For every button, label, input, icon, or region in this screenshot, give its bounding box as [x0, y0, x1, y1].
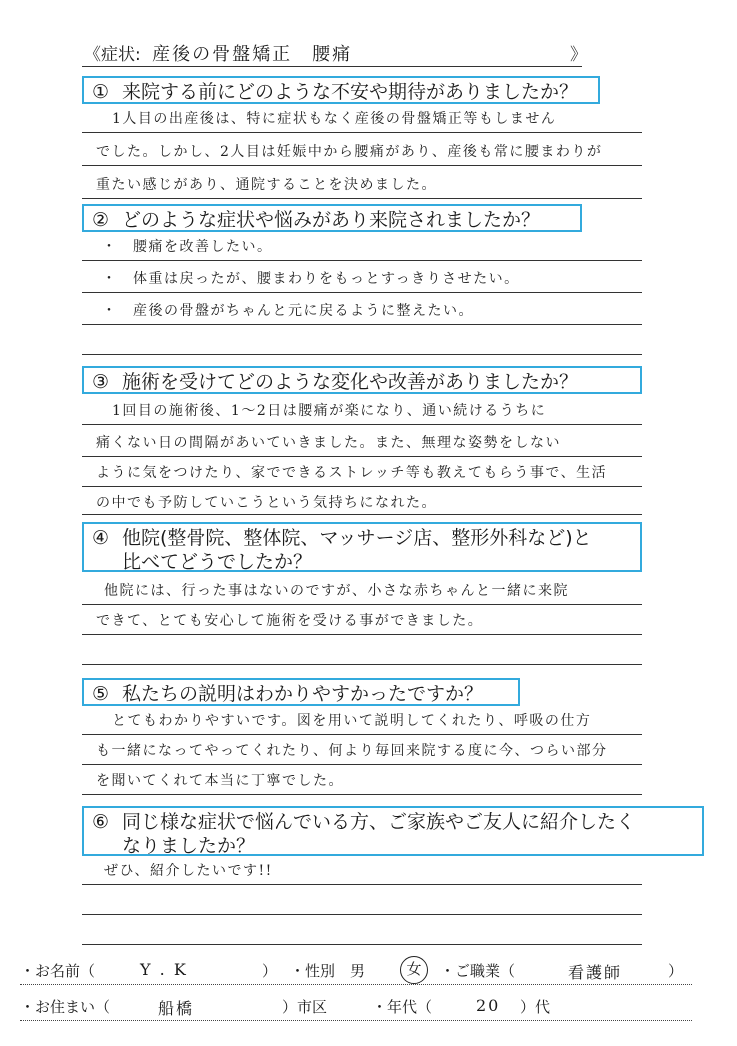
question-4-text-line-2: 比べてどうでしたか？: [122, 551, 313, 573]
rule: [82, 292, 642, 293]
age-unit: ）代: [520, 998, 551, 1016]
answer-4-line-1: 他院には、行った事はないのですが、小さな赤ちゃんと一緒に来院: [104, 583, 569, 599]
rule: [82, 884, 642, 885]
answer-5-line-3: を聞いてくれて本当に丁寧でした。: [96, 773, 344, 789]
question-3-box: [82, 366, 642, 394]
answer-6-line-1: ぜひ、紹介したいです!!: [104, 863, 273, 879]
address-value[interactable]: 船橋: [158, 999, 195, 1018]
answer-1-line-2: でした。しかし、2人目は妊娠中から腰痛があり、産後も常に腰まわりが: [96, 144, 603, 160]
answer-3-line-1: 1回目の施術後、1〜2日は腰痛が楽になり、通い続けるうちに: [112, 403, 547, 419]
rule: [82, 456, 642, 457]
rule: [82, 132, 642, 133]
job-close: ）: [668, 962, 684, 980]
question-1-box: [82, 76, 600, 104]
question-6-box: [82, 806, 704, 856]
footer-row-2: [20, 996, 710, 1020]
question-5-number: ⑤: [92, 683, 110, 705]
age-value[interactable]: 20: [476, 996, 501, 1015]
footer-dotted-rule-2: [20, 1020, 692, 1021]
gender-label: ・性別 男: [290, 962, 366, 980]
answer-2-line-3: ・ 産後の骨盤がちゃんと元に戻るように整えたい。: [102, 303, 474, 319]
answer-5-line-1: とてもわかりやすいです。図を用いて説明してくれたり、呼吸の仕方: [112, 713, 592, 729]
rule: [82, 664, 642, 665]
question-3-text: 施術を受けてどのような変化や改善がありましたか？: [122, 371, 579, 393]
rule: [82, 260, 642, 261]
symptom-value: 産後の骨盤矯正 腰痛: [152, 44, 353, 65]
gender-selected-circle[interactable]: 女: [400, 956, 428, 984]
rule: [82, 734, 642, 735]
answer-2-line-1: ・ 腰痛を改善したい。: [102, 239, 273, 255]
question-2-number: ②: [92, 209, 110, 231]
answer-4-line-2: できて、とても安心して施術を受ける事ができました。: [96, 613, 484, 629]
answer-2-line-2: ・ 体重は戻ったが、腰まわりをもっとすっきりさせたい。: [102, 271, 520, 287]
question-5-text: 私たちの説明はわかりやすかったですか？: [122, 683, 484, 705]
question-6-text-line-1: 同じ様な症状で悩んでいる方、ご家族やご友人に紹介したく: [122, 811, 636, 833]
question-1-number: ①: [92, 81, 110, 103]
address-label: ・お住まい（: [20, 998, 111, 1016]
job-value[interactable]: 看護師: [568, 963, 623, 982]
name-value[interactable]: Y . K: [140, 960, 188, 979]
answer-1-line-1: 1人目の出産後は、特に症状もなく産後の骨盤矯正等もしません: [112, 111, 557, 127]
answer-3-line-2: 痛くない日の間隔があいていきました。また、無理な姿勢をしない: [96, 435, 561, 451]
rule: [82, 486, 642, 487]
answer-5-line-2: も一緒になってやってくれたり、何より毎回来院する度に今、つらい部分: [96, 743, 608, 759]
rule: [82, 914, 642, 915]
name-label: ・お名前（: [20, 962, 96, 980]
rule: [82, 604, 642, 605]
question-6-text-line-2: なりましたか？: [122, 835, 256, 857]
question-6-number: ⑥: [92, 811, 110, 833]
symptom-label: 《症状:: [84, 45, 141, 65]
name-close: ）: [262, 962, 278, 980]
address-unit: ）市区: [282, 998, 328, 1016]
rule: [82, 324, 642, 325]
rule: [82, 764, 642, 765]
question-4-box: [82, 522, 642, 572]
rule: [82, 514, 642, 515]
answer-3-line-3: ように気をつけたり、家でできるストレッチ等も教えてもらう事で、生活: [96, 465, 608, 481]
job-label: ・ご職業（: [440, 962, 516, 980]
question-1-text: 来院する前にどのような不安や期待がありましたか？: [122, 81, 579, 103]
rule: [82, 424, 642, 425]
rule: [82, 354, 642, 355]
rule: [82, 198, 642, 199]
footer-dotted-rule-1: [20, 984, 692, 985]
symptom-bracket-close: 》: [570, 45, 587, 65]
answer-3-line-4: の中でも予防していこうという気持ちになれた。: [96, 495, 437, 511]
question-5-box: [82, 678, 520, 706]
age-label: ・年代（: [372, 998, 433, 1016]
symptom-header: [84, 40, 587, 66]
symptom-rule: [82, 66, 582, 67]
rule: [82, 944, 642, 945]
rule: [82, 634, 642, 635]
rule: [82, 794, 642, 795]
question-4-number: ④: [92, 527, 110, 549]
question-2-box: [82, 204, 582, 232]
question-2-text: どのような症状や悩みがあり来院されましたか？: [122, 209, 541, 231]
rule: [82, 165, 642, 166]
question-4-text-line-1: 他院(整骨院、整体院、マッサージ店、整形外科など)と: [122, 527, 592, 549]
footer-row-1: [20, 960, 710, 984]
question-3-number: ③: [92, 371, 110, 393]
answer-1-line-3: 重たい感じがあり、通院することを決めました。: [96, 177, 437, 193]
